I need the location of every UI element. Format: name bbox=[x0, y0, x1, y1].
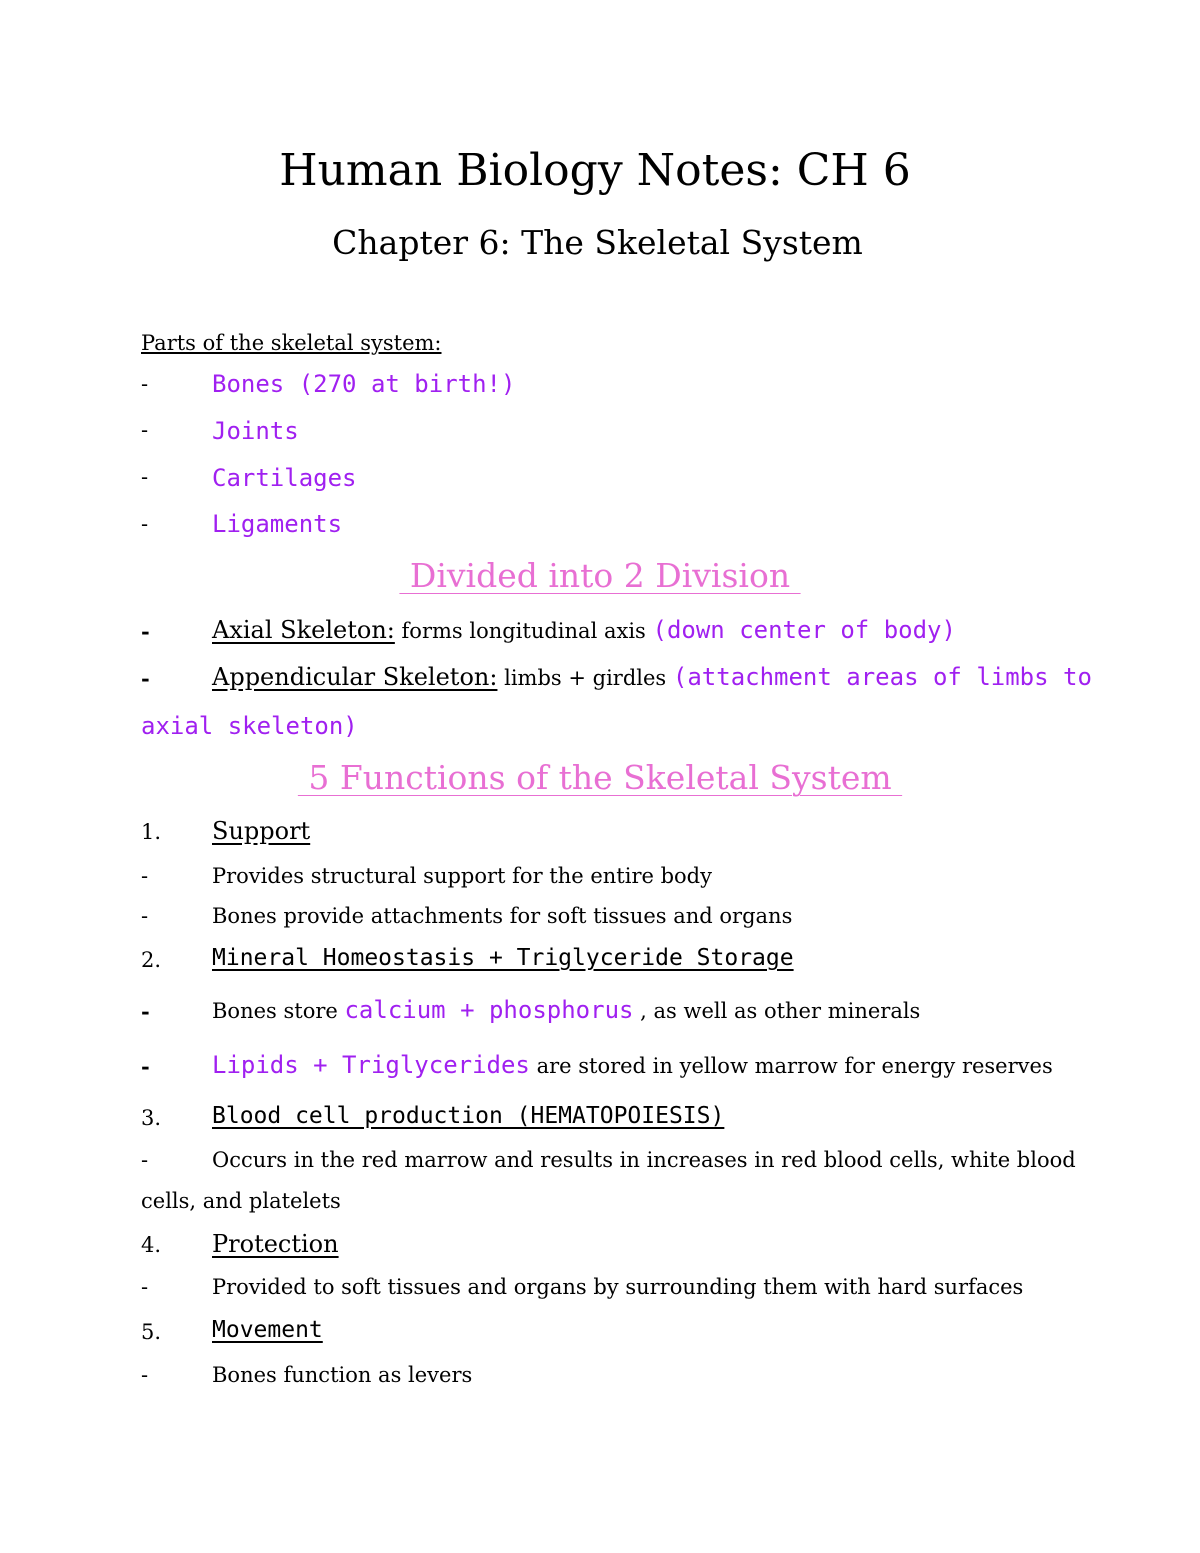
appendicular-note-1: (attachment areas of limbs to bbox=[672, 663, 1092, 691]
protection-point: Provided to soft tissues and organs by surrounding them with hard surfaces bbox=[212, 1275, 1024, 1299]
mineral-text: Bones store bbox=[212, 999, 345, 1023]
bullet-dash: - bbox=[141, 512, 149, 536]
bullet-dash: - bbox=[141, 1054, 150, 1079]
function-number: 4. bbox=[141, 1233, 162, 1257]
parts-label: Parts of the skeletal system: bbox=[141, 331, 442, 355]
page-subtitle: Chapter 6: The Skeletal System bbox=[332, 223, 863, 262]
page-title: Human Biology Notes: CH 6 bbox=[279, 145, 911, 196]
appendicular-term: Appendicular Skeleton: bbox=[212, 663, 498, 691]
function-title-movement: Movement bbox=[212, 1317, 323, 1343]
bullet-dash: - bbox=[141, 465, 149, 489]
functions-heading: 5 Functions of the Skeletal System bbox=[297, 758, 903, 797]
bullet-dash: - bbox=[141, 1275, 149, 1299]
bullet-dash: - bbox=[141, 999, 150, 1024]
function-number: 2. bbox=[141, 948, 162, 972]
mineral-highlight: calcium + phosphorus bbox=[344, 996, 634, 1024]
bullet-dash: - bbox=[141, 1363, 149, 1387]
lipids-highlight: Lipids + Triglycerides bbox=[212, 1051, 530, 1079]
bullet-dash: - bbox=[141, 619, 150, 644]
mineral-point-2 bbox=[212, 1051, 1053, 1079]
blood-point-line-1: Occurs in the red marrow and results in increases in red blood cells, white blood bbox=[212, 1148, 1076, 1172]
function-title-mineral: Mineral Homeostasis + Triglyceride Storage bbox=[212, 945, 794, 971]
function-point: Provides structural support for the entire body bbox=[212, 864, 712, 888]
part-item-joints: Joints bbox=[212, 417, 299, 445]
blood-point-line-2: cells, and platelets bbox=[141, 1189, 341, 1213]
function-number: 1. bbox=[141, 820, 162, 844]
part-item-cartilages: Cartilages bbox=[212, 464, 357, 492]
appendicular-note-2: axial skeleton) bbox=[141, 712, 358, 740]
function-title-blood: Blood cell production (HEMATOPOIESIS) bbox=[212, 1103, 725, 1129]
function-number: 3. bbox=[141, 1106, 162, 1130]
appendicular-line bbox=[212, 663, 1092, 691]
bullet-dash: - bbox=[141, 418, 149, 442]
movement-point: Bones function as levers bbox=[212, 1363, 473, 1387]
part-item-ligaments: Ligaments bbox=[212, 510, 343, 538]
bullet-dash: - bbox=[141, 372, 149, 396]
appendicular-desc: limbs + girdles bbox=[497, 666, 673, 690]
function-title-support: Support bbox=[212, 817, 311, 845]
mineral-point-1 bbox=[212, 996, 920, 1024]
lipids-text: are stored in yellow marrow for energy reserves bbox=[529, 1054, 1053, 1078]
bullet-dash: - bbox=[141, 864, 149, 888]
bullet-dash: - bbox=[141, 904, 149, 928]
bullet-dash: - bbox=[141, 666, 150, 691]
part-item-bones: Bones (270 at birth!) bbox=[212, 370, 516, 398]
axial-desc: forms longitudinal axis bbox=[394, 619, 653, 643]
function-number: 5. bbox=[141, 1320, 162, 1344]
axial-note: (down center of body) bbox=[652, 616, 956, 644]
bullet-dash: - bbox=[141, 1148, 149, 1172]
axial-line bbox=[212, 616, 956, 644]
function-title-protection: Protection bbox=[212, 1230, 339, 1258]
mineral-text: , as well as other minerals bbox=[633, 999, 921, 1023]
divisions-heading: Divided into 2 Division bbox=[399, 556, 801, 595]
function-point: Bones provide attachments for soft tissues and organs bbox=[212, 904, 793, 928]
axial-term: Axial Skeleton: bbox=[212, 616, 395, 644]
